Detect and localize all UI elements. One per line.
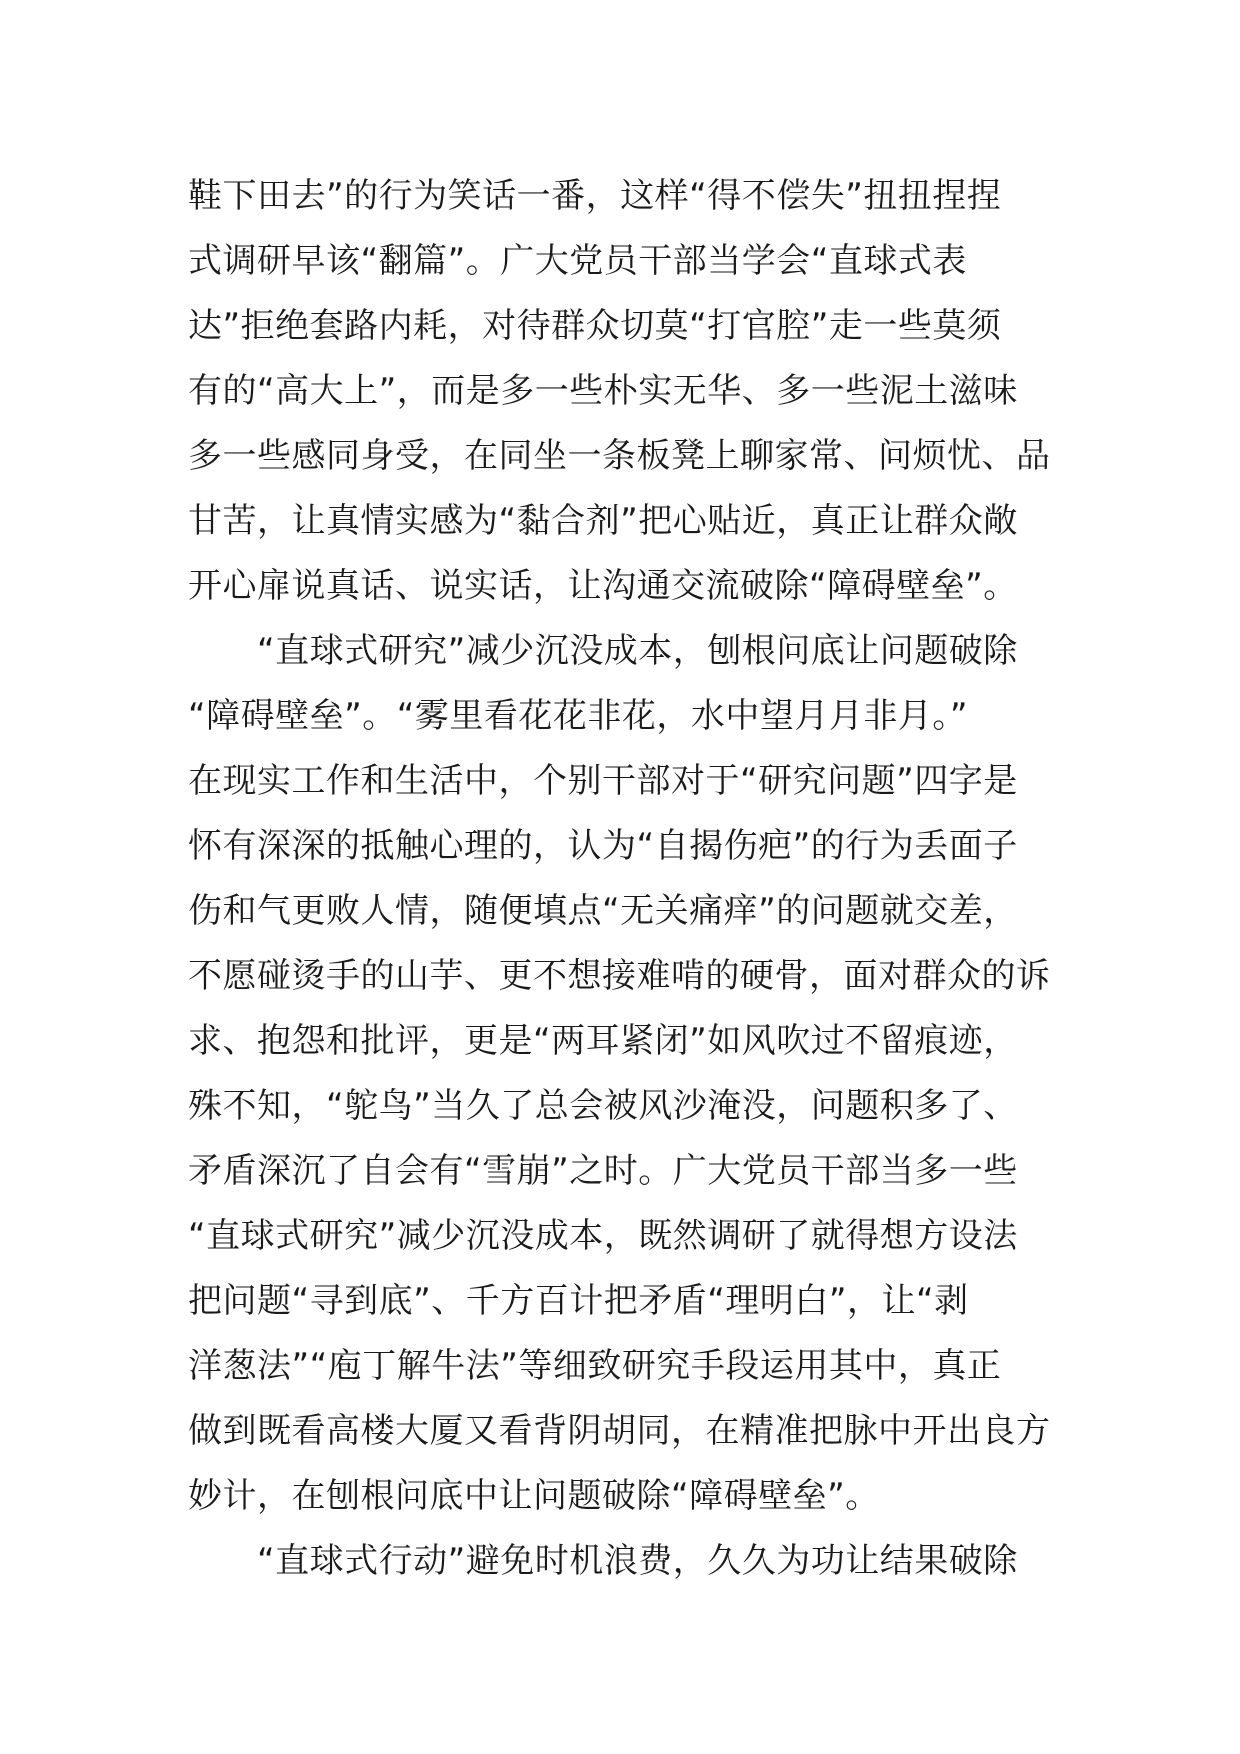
text-line: “障碍壁垒”。“雾里看花花非花，水中望月月非月。” — [188, 696, 968, 736]
text-line: 殊不知，“鸵鸟”当久了总会被风沙淹没，问题积多了、 — [188, 1086, 1018, 1126]
body-text — [188, 164, 1054, 1594]
text-line: 怀有深深的抵触心理的，认为“自揭伤疤”的行为丢面子 — [188, 826, 1018, 866]
text-line: 把问题“寻到底”、千方百计把矛盾“理明白”，让“剥 — [188, 1281, 969, 1321]
text-line: “直球式研究”减少沉没成本，刨根问底让问题破除 — [188, 631, 1018, 671]
text-line: 不愿碰烫手的山芋、更不想接难啃的硬骨，面对群众的诉 — [188, 956, 1051, 996]
text-line: “直球式行动”避免时机浪费，久久为功让结果破除 — [188, 1541, 1018, 1581]
text-line: 洋葱法”“庖丁解牛法”等细致研究手段运用其中，真正 — [188, 1346, 1002, 1386]
text-line: 甘苦，让真情实感为“黏合剂”把心贴近，真正让群众敞 — [188, 501, 1018, 541]
text-line: 开心扉说真话、说实话，让沟通交流破除“障碍壁垒”。 — [188, 566, 1018, 606]
text-line: 多一些感同身受，在同坐一条板凳上聊家常、问烦忧、品 — [188, 436, 1051, 476]
text-line: 达”拒绝套路内耗，对待群众切莫“打官腔”走一些莫须 — [188, 306, 1002, 346]
text-line: 做到既看高楼大厦又看背阴胡同，在精准把脉中开出良方 — [188, 1411, 1051, 1451]
text-line: 鞋下田去”的行为笑话一番，这样“得不偿失”扭扭捏捏 — [188, 176, 1002, 216]
text-line: 式调研早该“翻篇”。广大党员干部当学会“直球式表 — [188, 241, 967, 281]
text-line: 在现实工作和生活中，个别干部对于“研究问题”四字是 — [188, 761, 1018, 801]
text-line: 妙计，在刨根问底中让问题破除“障碍壁垒”。 — [188, 1476, 880, 1516]
text-line: 有的“高大上”，而是多一些朴实无华、多一些泥土滋味 — [188, 371, 1018, 411]
text-line: 伤和气更败人情，随便填点“无关痛痒”的问题就交差， — [188, 891, 1018, 931]
text-line: “直球式研究”减少沉没成本，既然调研了就得想方设法 — [188, 1216, 1018, 1256]
text-line: 矛盾深沉了自会有“雪崩”之时。广大党员干部当多一些 — [188, 1151, 1018, 1191]
text-line: 求、抱怨和批评，更是“两耳紧闭”如风吹过不留痕迹， — [188, 1021, 1018, 1061]
